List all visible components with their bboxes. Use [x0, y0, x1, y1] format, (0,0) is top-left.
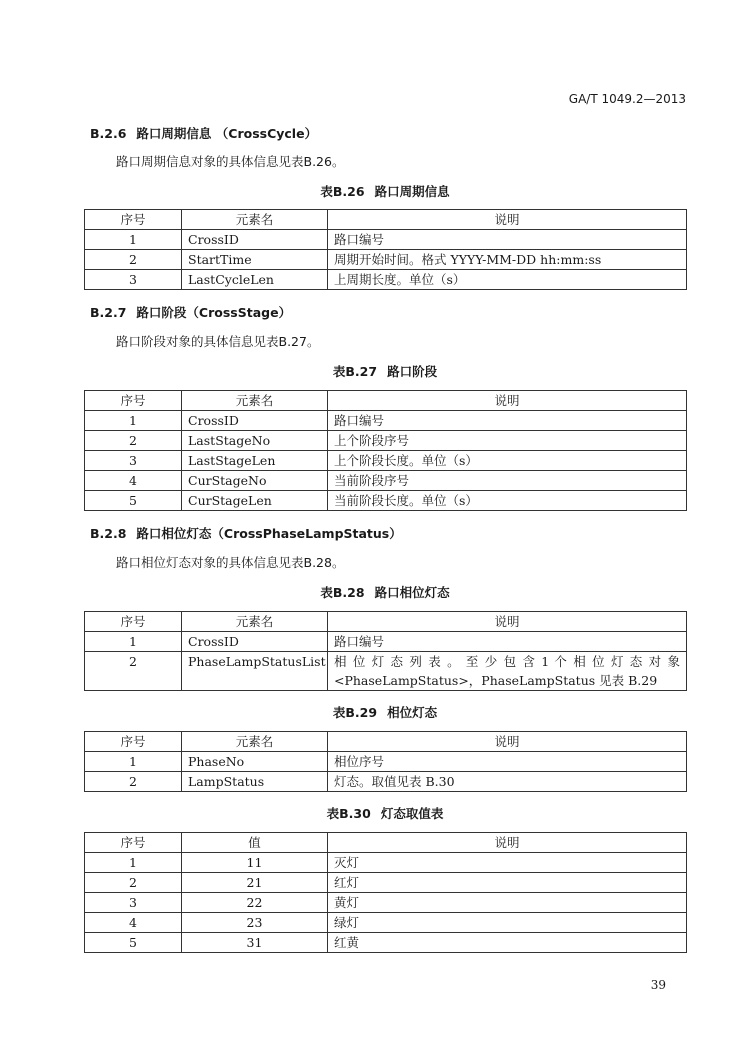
section-heading-b26 [90, 124, 317, 142]
cell-name: StartTime [182, 250, 328, 270]
cell-desc: 红黄 [328, 933, 687, 953]
cell-desc-line: <PhaseLampStatus>，PhaseLampStatus 见表 B.29 [334, 673, 658, 688]
cell-name: CurStageLen [182, 491, 328, 511]
cell-desc: 当前阶段序号 [328, 471, 687, 491]
cell-desc: 当前阶段长度。单位（s） [328, 491, 687, 511]
cell-value: 21 [182, 873, 328, 893]
caption-title: 灯态取值表 [380, 806, 444, 821]
cell-desc: 灭灯 [328, 853, 687, 873]
caption-number: 表B.28 [320, 585, 365, 600]
table-caption-b27 [84, 362, 686, 380]
cell-name: LastStageNo [182, 431, 328, 451]
cell-no: 2 [85, 652, 182, 691]
cell-desc [328, 652, 687, 691]
cell-no: 4 [85, 471, 182, 491]
table-row [85, 652, 687, 691]
cell-no: 2 [85, 772, 182, 792]
table-row [85, 431, 687, 451]
cell-no: 5 [85, 933, 182, 953]
header-cell-no: 序号 [85, 732, 182, 752]
cell-no: 4 [85, 913, 182, 933]
cell-no: 1 [85, 411, 182, 431]
header-cell-no: 序号 [85, 612, 182, 632]
cell-desc: 周期开始时间。格式 YYYY-MM-DD hh:mm:ss [328, 250, 687, 270]
cell-no: 3 [85, 893, 182, 913]
cell-name: LastStageLen [182, 451, 328, 471]
cell-desc: 路口编号 [328, 230, 687, 250]
table-header-row [85, 210, 687, 230]
header-cell-desc: 说明 [328, 612, 687, 632]
caption-title: 路口相位灯态 [374, 585, 450, 600]
table-b28 [84, 611, 687, 691]
caption-number: 表B.27 [332, 364, 378, 379]
table-row [85, 752, 687, 772]
header-cell-name: 元素名 [182, 391, 328, 411]
cell-name: PhaseNo [182, 752, 328, 772]
cell-desc: 上个阶段序号 [328, 431, 687, 451]
section-heading-b28 [90, 524, 402, 542]
cell-name: CrossID [182, 632, 328, 652]
cell-no: 3 [85, 451, 182, 471]
caption-title: 相位灯态 [387, 705, 438, 720]
table-b27 [84, 390, 687, 511]
cell-no: 2 [85, 250, 182, 270]
cell-no: 1 [85, 853, 182, 873]
table-row [85, 411, 687, 431]
table-b29 [84, 731, 687, 792]
cell-name: CrossID [182, 411, 328, 431]
cell-no: 1 [85, 632, 182, 652]
table-row [85, 873, 687, 893]
cell-desc-line: 相 位 灯 态 列 表 。 至 少 包 含 1 个 相 位 灯 态 对 象 [334, 654, 680, 669]
cell-desc: 绿灯 [328, 913, 687, 933]
cell-desc: 上个阶段长度。单位（s） [328, 451, 687, 471]
section-paragraph-b26: 路口周期信息对象的具体信息见表B.26。 [116, 154, 345, 169]
section-number: B.2.7 [90, 305, 127, 320]
cell-name: CurStageNo [182, 471, 328, 491]
table-header-row [85, 732, 687, 752]
cell-desc: 灯态。取值见表 B.30 [328, 772, 687, 792]
cell-desc: 上周期长度。单位（s） [328, 270, 687, 290]
cell-desc: 黄灯 [328, 893, 687, 913]
table-header-row [85, 391, 687, 411]
section-title: 路口阶段（CrossStage） [136, 305, 292, 320]
cell-desc: 路口编号 [328, 632, 687, 652]
cell-no: 2 [85, 431, 182, 451]
cell-value: 22 [182, 893, 328, 913]
header-cell-no: 序号 [85, 210, 182, 230]
table-caption-b26 [84, 182, 686, 200]
table-b30 [84, 832, 687, 953]
section-title: 路口周期信息 （CrossCycle） [136, 126, 318, 141]
cell-name: LampStatus [182, 772, 328, 792]
cell-desc: 路口编号 [328, 411, 687, 431]
document-code: GA/T 1049.2—2013 [568, 92, 686, 106]
page-number: 39 [650, 978, 666, 992]
section-title: 路口相位灯态（CrossPhaseLampStatus） [136, 526, 402, 541]
caption-number: 表B.26 [320, 184, 365, 199]
header-cell-name: 元素名 [182, 612, 328, 632]
table-caption-b30 [84, 804, 686, 822]
header-cell-no: 序号 [85, 833, 182, 853]
table-b26 [84, 209, 687, 290]
header-cell-desc: 说明 [328, 732, 687, 752]
table-header-row [85, 612, 687, 632]
cell-value: 31 [182, 933, 328, 953]
table-row [85, 270, 687, 290]
caption-number: 表B.30 [326, 806, 371, 821]
caption-title: 路口阶段 [387, 364, 438, 379]
section-heading-b27 [90, 303, 291, 321]
header-cell-name: 元素名 [182, 210, 328, 230]
cell-no: 1 [85, 752, 182, 772]
cell-name: PhaseLampStatusList [182, 652, 328, 691]
header-cell-desc: 说明 [328, 391, 687, 411]
table-row [85, 491, 687, 511]
table-row [85, 913, 687, 933]
section-number: B.2.6 [90, 126, 127, 141]
cell-value: 11 [182, 853, 328, 873]
table-row [85, 451, 687, 471]
section-number: B.2.8 [90, 526, 127, 541]
table-caption-b29 [84, 703, 686, 721]
header-cell-name: 元素名 [182, 732, 328, 752]
table-row [85, 893, 687, 913]
header-cell-desc: 说明 [328, 833, 687, 853]
header-cell-no: 序号 [85, 391, 182, 411]
cell-no: 5 [85, 491, 182, 511]
table-row [85, 230, 687, 250]
cell-no: 1 [85, 230, 182, 250]
header-cell-value: 值 [182, 833, 328, 853]
cell-value: 23 [182, 913, 328, 933]
cell-no: 3 [85, 270, 182, 290]
cell-desc: 红灯 [328, 873, 687, 893]
table-row [85, 853, 687, 873]
section-paragraph-b27: 路口阶段对象的具体信息见表B.27。 [116, 334, 320, 349]
table-row [85, 471, 687, 491]
cell-name: CrossID [182, 230, 328, 250]
table-row [85, 772, 687, 792]
table-caption-b28 [84, 583, 686, 601]
header-cell-desc: 说明 [328, 210, 687, 230]
table-row [85, 250, 687, 270]
caption-number: 表B.29 [332, 705, 378, 720]
caption-title: 路口周期信息 [374, 184, 450, 199]
table-row [85, 933, 687, 953]
cell-desc: 相位序号 [328, 752, 687, 772]
table-row [85, 632, 687, 652]
table-header-row [85, 833, 687, 853]
cell-no: 2 [85, 873, 182, 893]
section-paragraph-b28: 路口相位灯态对象的具体信息见表B.28。 [116, 555, 345, 570]
cell-name: LastCycleLen [182, 270, 328, 290]
